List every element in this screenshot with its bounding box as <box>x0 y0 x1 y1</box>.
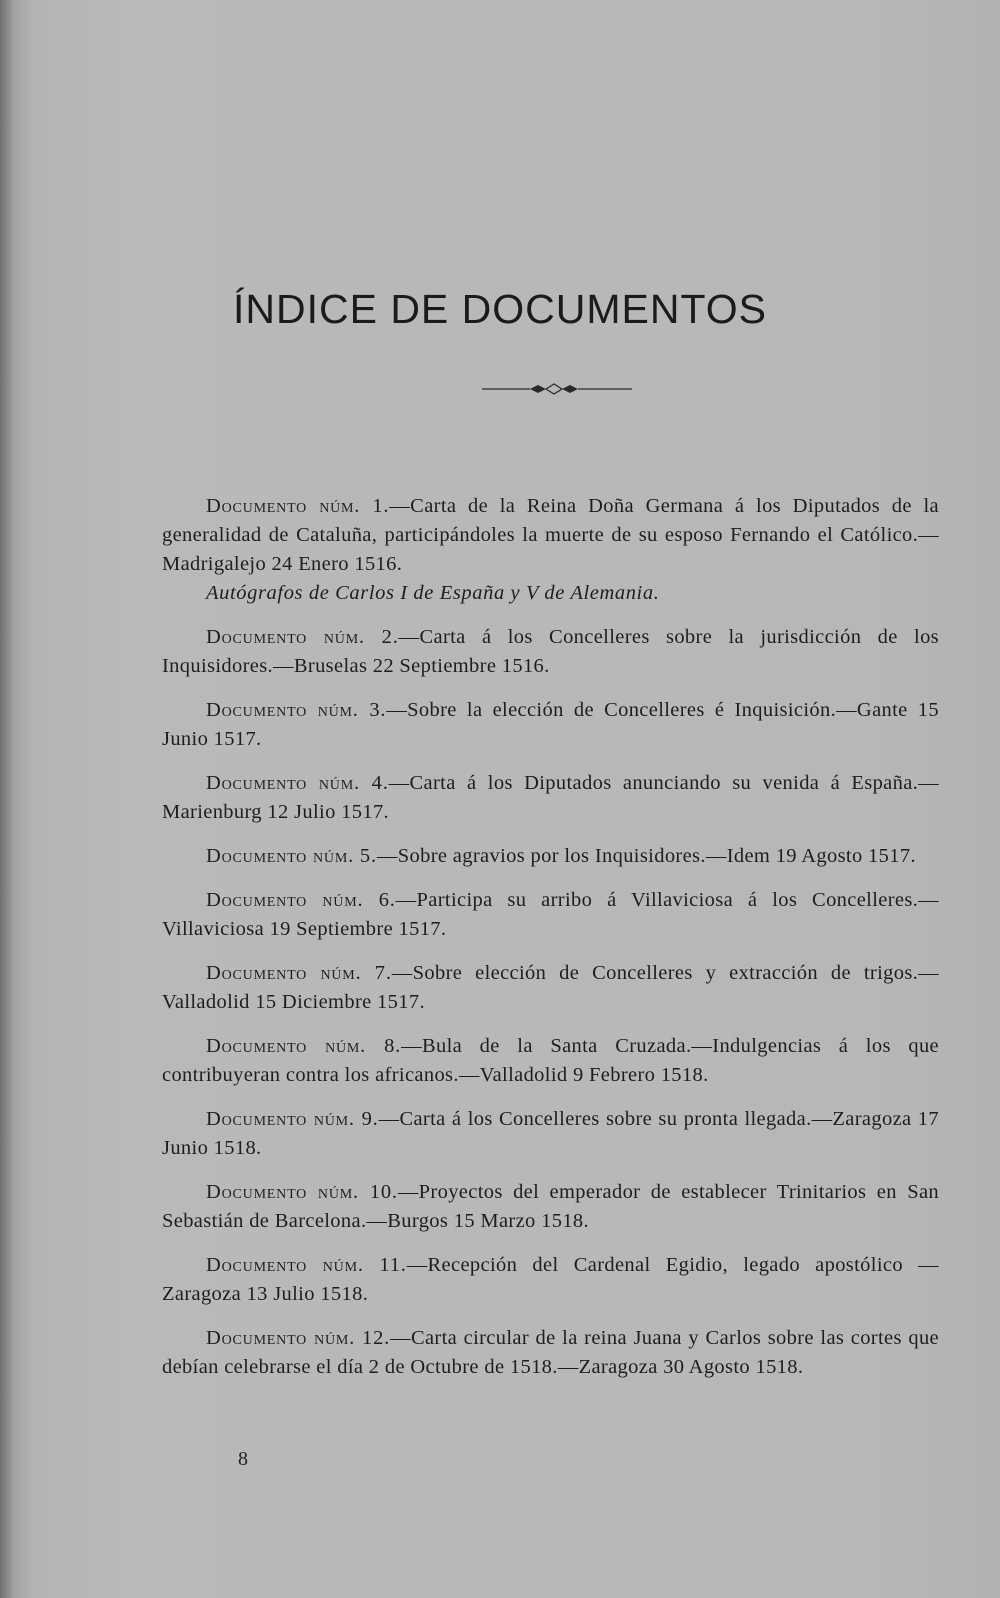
entry-label: Documento núm. 6. <box>206 889 396 911</box>
index-entry <box>162 959 939 1017</box>
entry-label: Documento núm. 1. <box>206 495 390 517</box>
document-index-list <box>162 492 939 1397</box>
entry-label: Documento núm. 12. <box>206 1327 391 1349</box>
entry-label: Documento núm. 7. <box>206 962 392 984</box>
entry-label: Documento núm. 10. <box>206 1181 398 1203</box>
entry-text: —Participa su arribo á Villaviciosa á los Concelleres.—Villaviciosa 19 Septiembre 1517. <box>162 889 939 940</box>
entry-text: —Carta á los Diputados anunciando su venida á España.—Marienburg 12 Julio 1517. <box>162 772 940 823</box>
entry-label: Documento núm. 2. <box>206 626 399 648</box>
index-entry <box>162 1178 939 1236</box>
index-entry <box>162 1105 939 1163</box>
index-entry <box>162 886 939 944</box>
entry-label: Documento núm. 11. <box>206 1254 407 1276</box>
index-entry <box>162 1032 939 1090</box>
index-entry <box>162 842 939 871</box>
entry-label: Documento núm. 3. <box>206 699 387 721</box>
index-entry <box>162 492 939 608</box>
entry-text: —Recepción del Cardenal Egidio, legado apostólico —Zaragoza 13 Julio 1518. <box>162 1254 939 1305</box>
entry-text: —Bula de la Santa Cruzada.—Indulgencias á los que contribuyeran contra los africanos.—Valladolid 9 Febrero 1518. <box>162 1035 940 1086</box>
entry-text: —Sobre la elección de Concelleres é Inquisición.—Gante 15 Junio 1517. <box>162 699 939 750</box>
index-entry <box>162 769 939 827</box>
entry-text: —Proyectos del emperador de establecer Trinitarios en San Sebastián de Barcelona.—Burgos 15 Marzo 1518. <box>162 1181 939 1232</box>
diamond-rule-ornament-icon <box>482 381 632 397</box>
entry-text: —Sobre agravios por los Inquisidores.—Idem 19 Agosto 1517. <box>376 845 916 867</box>
entry-label: Documento núm. 5. <box>206 845 377 867</box>
entry-text: —Carta circular de la reina Juana y Carlos sobre las cortes que debían celebrarse el día 2 de Octubre de 1518.—Zaragoza 30 Agosto 1518. <box>162 1327 939 1378</box>
entry-label: Documento núm. 4. <box>206 772 389 794</box>
entry-label: Documento núm. 8. <box>206 1035 402 1057</box>
index-entry <box>162 623 939 681</box>
binding-shadow <box>0 0 12 1598</box>
entry-text: —Carta á los Concelleres sobre su pronta llegada.—Zaragoza 17 Junio 1518. <box>162 1108 939 1159</box>
index-entry <box>162 1251 939 1309</box>
page-title: ÍNDICE DE DOCUMENTOS <box>232 286 768 332</box>
entry-text: —Sobre elección de Concelleres y extracción de trigos.—Valladolid 15 Diciembre 1517. <box>162 962 939 1013</box>
entry-label: Documento núm. 9. <box>206 1108 379 1130</box>
entry-text: —Carta de la Reina Doña Germana á los Diputados de la generalidad de Cataluña, participándoles la muerte de su esposo Fernando el Católico.—Madrigalejo 24 Enero 1516. <box>162 495 940 575</box>
entry-text: —Carta á los Concelleres sobre la jurisdicción de los Inquisidores.—Bruselas 22 Septiembre 1516. <box>162 626 939 677</box>
entry-note: Autógrafos de Carlos I de España y V de Alemania. <box>206 582 660 604</box>
page-number: 8 <box>238 1448 248 1470</box>
index-entry <box>162 696 939 754</box>
index-entry <box>162 1324 939 1382</box>
